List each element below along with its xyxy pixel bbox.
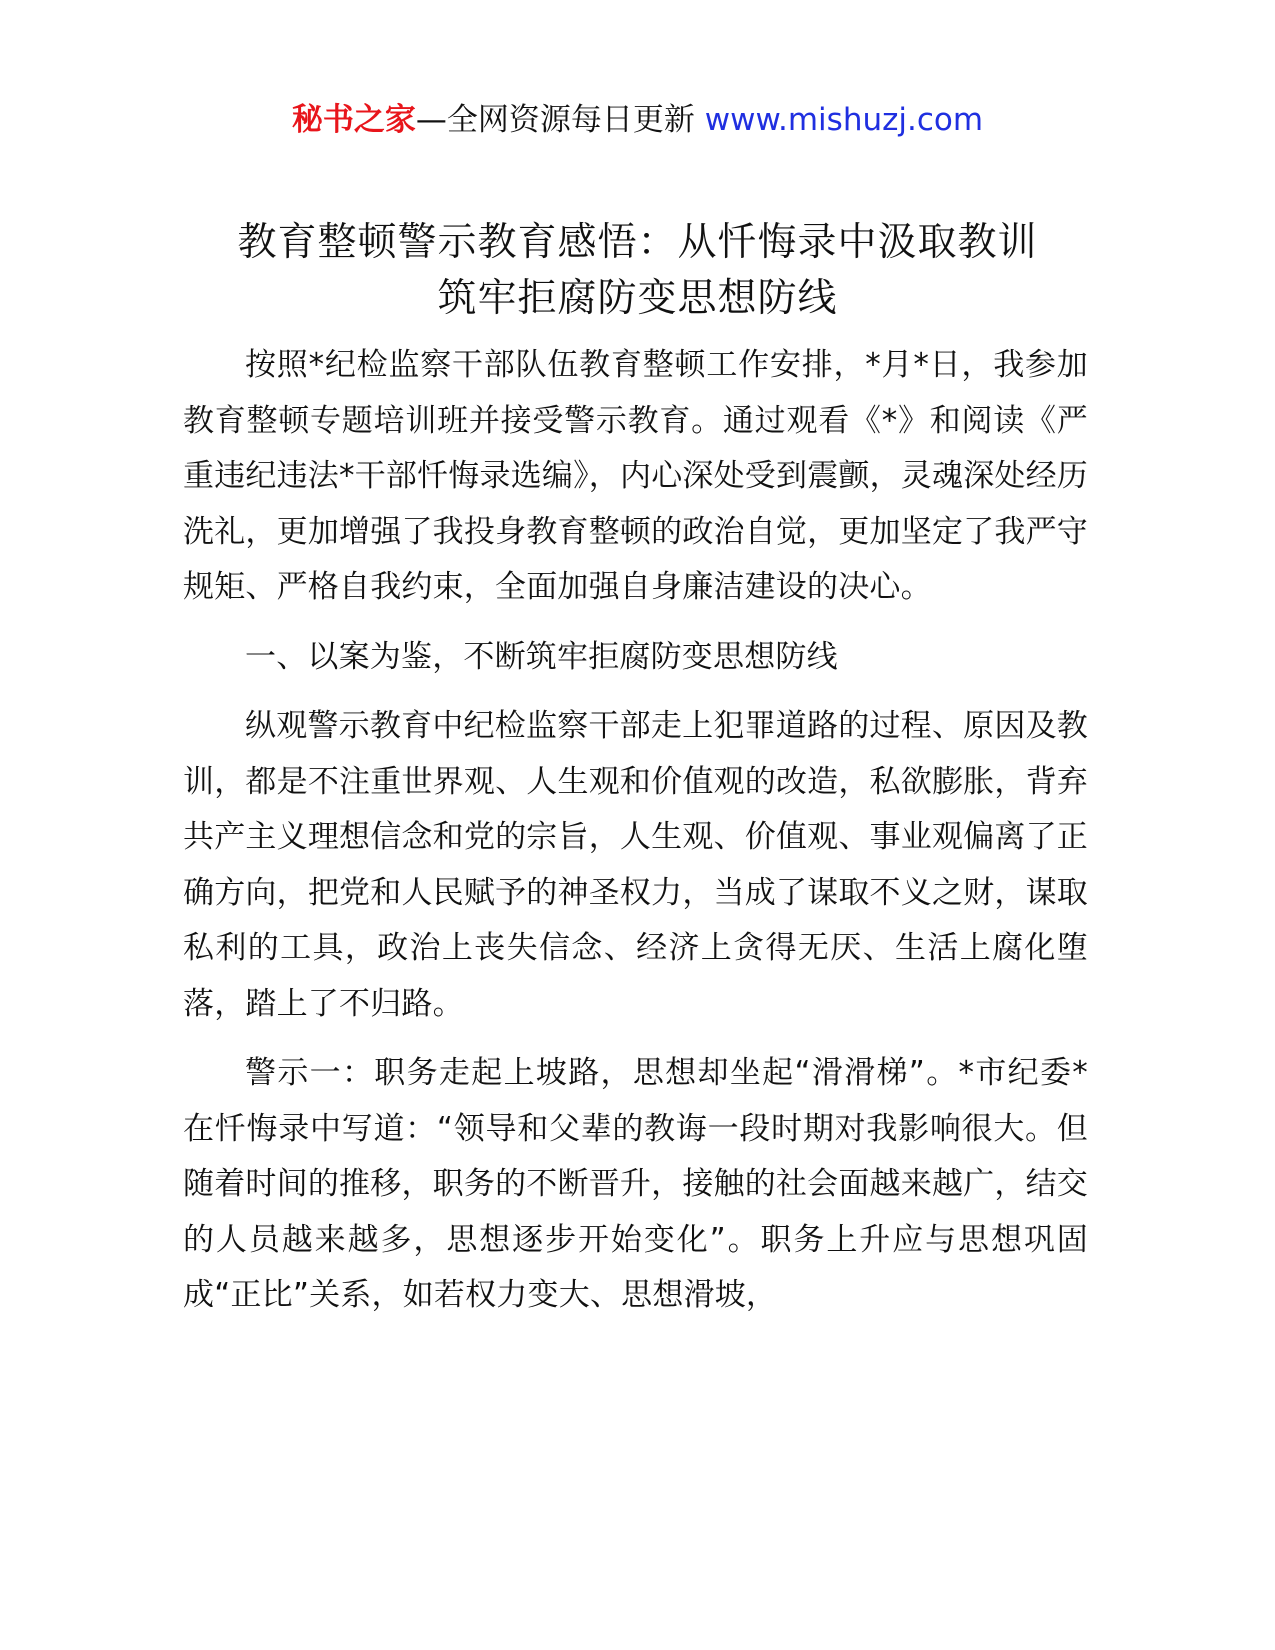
title-line-1: 教育整顿警示教育感悟：从忏悔录中汲取教训 xyxy=(237,220,1038,265)
header-banner xyxy=(0,98,1275,142)
body-paragraph: 纵观警示教育中纪检监察干部走上犯罪道路的过程、原因及教训，都是不注重世界观、人生观和价值观的改造，私欲膨胀，背弃共产主义理想信念和党的宗旨，人生观、价值观、事业观偏离了正确方向，把党和人民赋予的神圣权力，当成了谋取不义之财，谋取私利的工具，政治上丧失信念、经济上贪得无厌、生活上腐化堕落，踏上了不归路。 xyxy=(183,708,1088,1022)
document-body xyxy=(183,338,1088,1324)
document-title xyxy=(150,215,1125,327)
header-tagline: —全网资源每日更新 xyxy=(415,102,705,138)
site-url-link[interactable]: www.mishuzj.com xyxy=(704,102,984,138)
title-line-2: 筑牢拒腐防变思想防线 xyxy=(437,276,838,321)
section-heading: 一、以案为鉴，不断筑牢拒腐防变思想防线 xyxy=(245,638,838,675)
intro-paragraph: 按照*纪检监察干部队伍教育整顿工作安排，*月*日，我参加教育整顿专题培训班并接受警示教育。通过观看《*》和阅读《严重违纪违法*干部忏悔录选编》，内心深处受到震颤，灵魂深处经历洗礼，更加增强了我投身教育整顿的政治自觉，更加坚定了我严守规矩、严格自我约束，全面加强自身廉洁建设的决心。 xyxy=(183,347,1088,605)
brand-name: 秘书之家 xyxy=(291,102,416,138)
warning-paragraph: 警示一：职务走起上坡路，思想却坐起“滑滑梯”。*市纪委*在忏悔录中写道：“领导和父辈的教诲一段时期对我影响很大。但随着时间的推移，职务的不断晋升，接触的社会面越来越广，结交的人员越来越多，思想逐步开始变化”。职务上升应与思想巩固成“正比”关系，如若权力变大、思想滑坡， xyxy=(183,1055,1088,1313)
